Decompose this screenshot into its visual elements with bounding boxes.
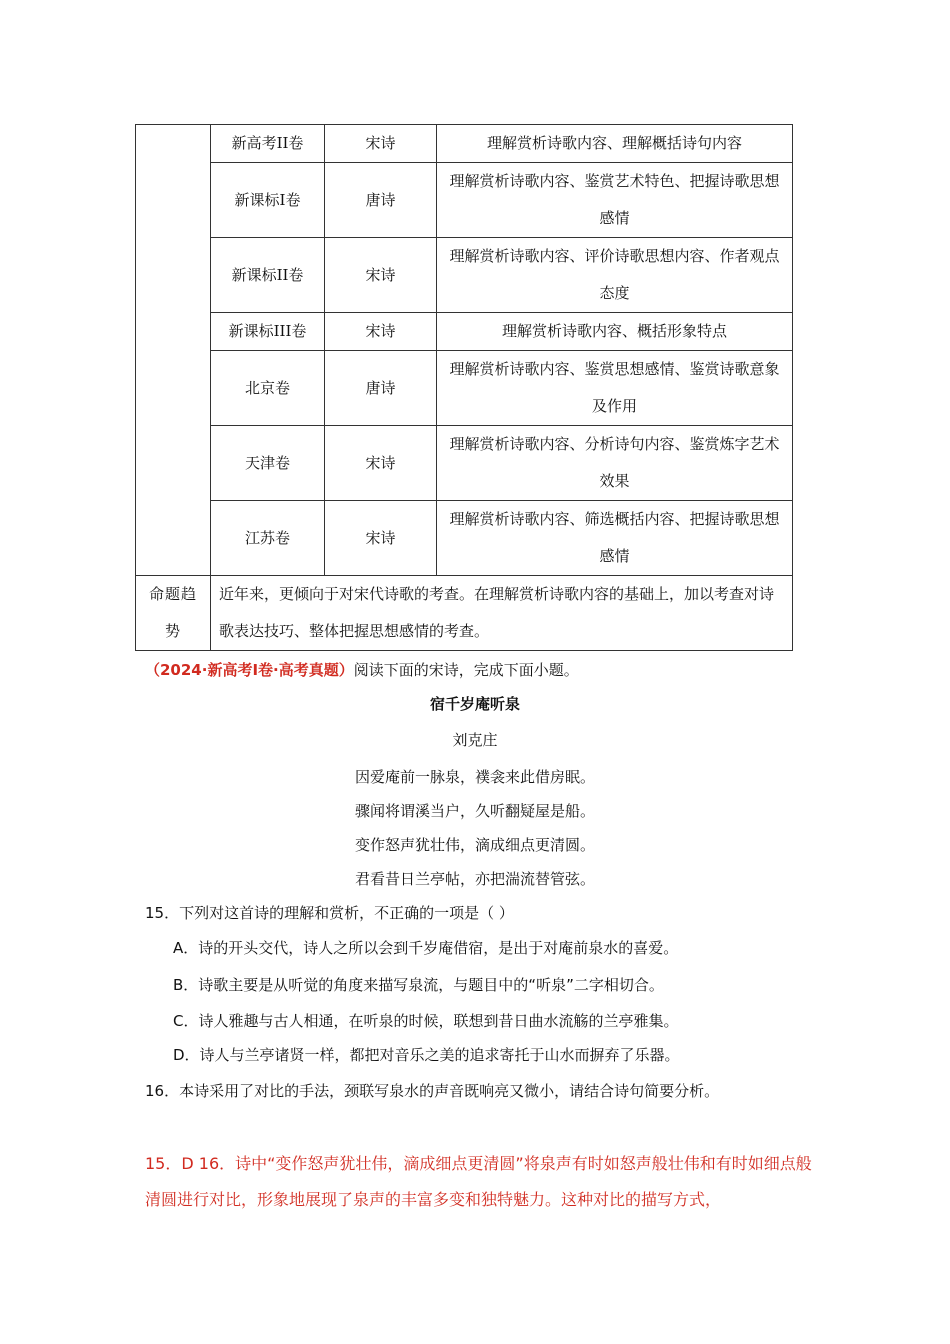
table-row (136, 163, 793, 238)
poem-line: 骤闻将谓溪当户，久听翻疑屋是船。 (354, 802, 595, 820)
trend-label-cell: 命题趋势 (136, 576, 211, 651)
source-tag: （2024·新高考Ⅰ卷·高考真题） (145, 661, 354, 679)
source-instruction: 阅读下面的宋诗，完成下面小题。 (353, 661, 579, 679)
table-row (136, 125, 793, 163)
poem-author: 刘克庄 (452, 731, 498, 749)
analysis-cell: 理解赏析诗歌内容、理解概括诗句内容 (437, 125, 793, 163)
option-b: B．诗歌主要是从听觉的角度来描写泉流，与题目中的“听泉”二字相切合。 (173, 976, 664, 994)
analysis-cell: 理解赏析诗歌内容、分析诗句内容、鉴赏炼字艺术效果 (437, 426, 793, 501)
question-source (145, 659, 805, 681)
poem-line: 因爱庵前一脉泉，襆衾来此借房眠。 (354, 768, 595, 786)
poem-line: 君看昔日兰亭帖，亦把湍流替管弦。 (354, 870, 595, 888)
trend-text-cell: 近年来，更倾向于对宋代诗歌的考查。在理解赏析诗歌内容的基础上，加以考查对诗歌表达技巧、整体把握思想感情的考查。 (211, 576, 793, 651)
type-cell: 宋诗 (325, 125, 437, 163)
question-16: 16．本诗采用了对比的手法，颈联写泉水的声音既响亮又微小，请结合诗句简要分析。 (145, 1082, 720, 1100)
table-row (136, 351, 793, 426)
exam-analysis-table (135, 124, 793, 651)
paper-cell: 江苏卷 (211, 501, 325, 576)
poem-body (135, 760, 815, 896)
paper-cell: 新课标II卷 (211, 238, 325, 313)
analysis-cell: 理解赏析诗歌内容、鉴赏艺术特色、把握诗歌思想感情 (437, 163, 793, 238)
analysis-cell: 理解赏析诗歌内容、概括形象特点 (437, 313, 793, 351)
type-cell: 唐诗 (325, 351, 437, 426)
option-c: C．诗人雅趣与古人相通，在听泉的时候，联想到昔日曲水流觞的兰亭雅集。 (173, 1012, 679, 1030)
poem-line: 变作怒声犹壮伟，滴成细点更清圆。 (354, 836, 595, 854)
analysis-cell: 理解赏析诗歌内容、鉴赏思想感情、鉴赏诗歌意象及作用 (437, 351, 793, 426)
paper-cell: 新课标III卷 (211, 313, 325, 351)
table-row (136, 426, 793, 501)
option-a: A．诗的开头交代，诗人之所以会到千岁庵借宿，是出于对庵前泉水的喜爱。 (173, 939, 679, 957)
poem-title: 宿千岁庵听泉 (429, 695, 520, 713)
paper-cell: 新课标I卷 (211, 163, 325, 238)
option-d: D．诗人与兰亭诸贤一样，都把对音乐之美的追求寄托于山水而摒弃了乐器。 (173, 1046, 680, 1064)
type-cell: 唐诗 (325, 163, 437, 238)
answer-text: 15．D 16．诗中“变作怒声犹壮伟，滴成细点更清圆”将泉声有时如怒声般壮伟和有时如细点般清圆进行对比，形象地展现了泉声的丰富多变和独特魅力。这种对比的描写方式， (145, 1154, 812, 1209)
paper-cell: 新高考II卷 (211, 125, 325, 163)
type-cell: 宋诗 (325, 501, 437, 576)
type-cell: 宋诗 (325, 313, 437, 351)
analysis-cell: 理解赏析诗歌内容、筛选概括内容、把握诗歌思想感情 (437, 501, 793, 576)
paper-cell: 北京卷 (211, 351, 325, 426)
table-row (136, 501, 793, 576)
type-cell: 宋诗 (325, 238, 437, 313)
analysis-cell: 理解赏析诗歌内容、评价诗歌思想内容、作者观点态度 (437, 238, 793, 313)
type-cell: 宋诗 (325, 426, 437, 501)
table-row (136, 238, 793, 313)
table-row (136, 313, 793, 351)
empty-year-cell (136, 125, 211, 576)
paper-cell: 天津卷 (211, 426, 325, 501)
question-15: 15．下列对这首诗的理解和赏析，不正确的一项是（ ） (145, 904, 514, 922)
trend-row (136, 576, 793, 651)
